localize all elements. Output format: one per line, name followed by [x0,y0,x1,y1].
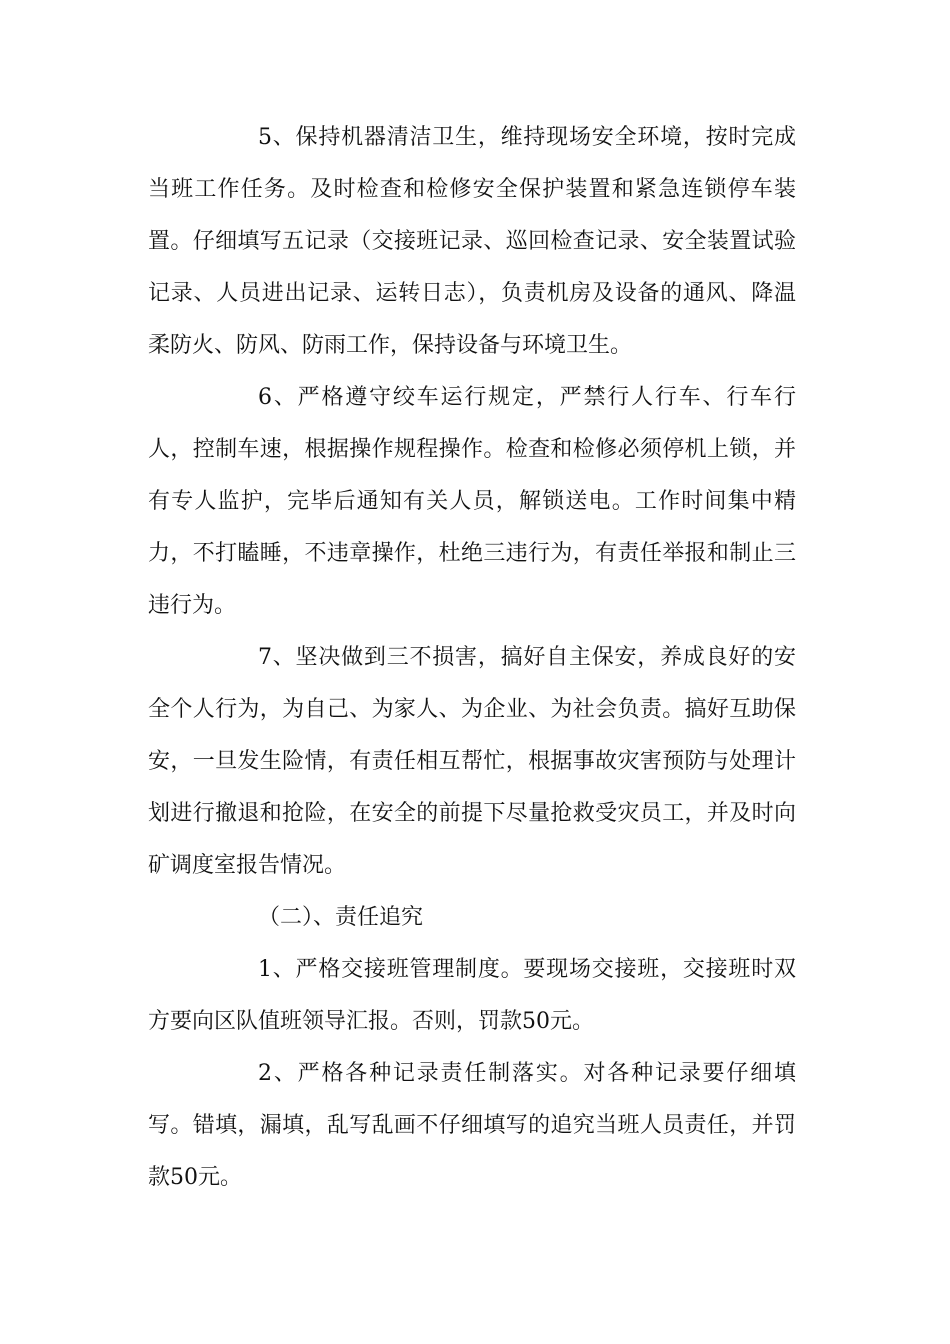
section-heading-responsibility: （二）、责任追究 [258,905,424,930]
document-body [148,112,796,1204]
section-paragraph-1: 1、严格交接班管理制度。要现场交接班，交接班时双方要向区队值班领导汇报。否则，罚款50元。 [148,957,796,1034]
section-paragraph-2: 2、严格各种记录责任制落实。对各种记录要仔细填写。错填，漏填，乱写乱画不仔细填写的追究当班人员责任，并罚款50元。 [148,1061,796,1190]
paragraph-item-6: 6、严格遵守绞车运行规定，严禁行人行车、行车行人，控制车速，根据操作规程操作。检查和检修必须停机上锁，并有专人监护，完毕后通知有关人员，解锁送电。工作时间集中精力，不打瞌睡，不违章操作，杜绝三违行为，有责任举报和制止三违行为。 [148,385,796,618]
paragraph-item-5: 5、保持机器清洁卫生，维持现场安全环境，按时完成当班工作任务。及时检查和检修安全保护装置和紧急连锁停车装置。仔细填写五记录（交接班记录、巡回检查记录、安全装置试验记录、人员进出记录、运转日志），负责机房及设备的通风、降温柔防火、防风、防雨工作，保持设备与环境卫生。 [148,125,796,358]
paragraph-item-7: 7、坚决做到三不损害，搞好自主保安，养成良好的安全个人行为，为自己、为家人、为企业、为社会负责。搞好互助保安，一旦发生险情，有责任相互帮忙，根据事故灾害预防与处理计划进行撤退和抢险，在安全的前提下尽量抢救受灾员工，并及时向矿调度室报告情况。 [148,645,796,878]
